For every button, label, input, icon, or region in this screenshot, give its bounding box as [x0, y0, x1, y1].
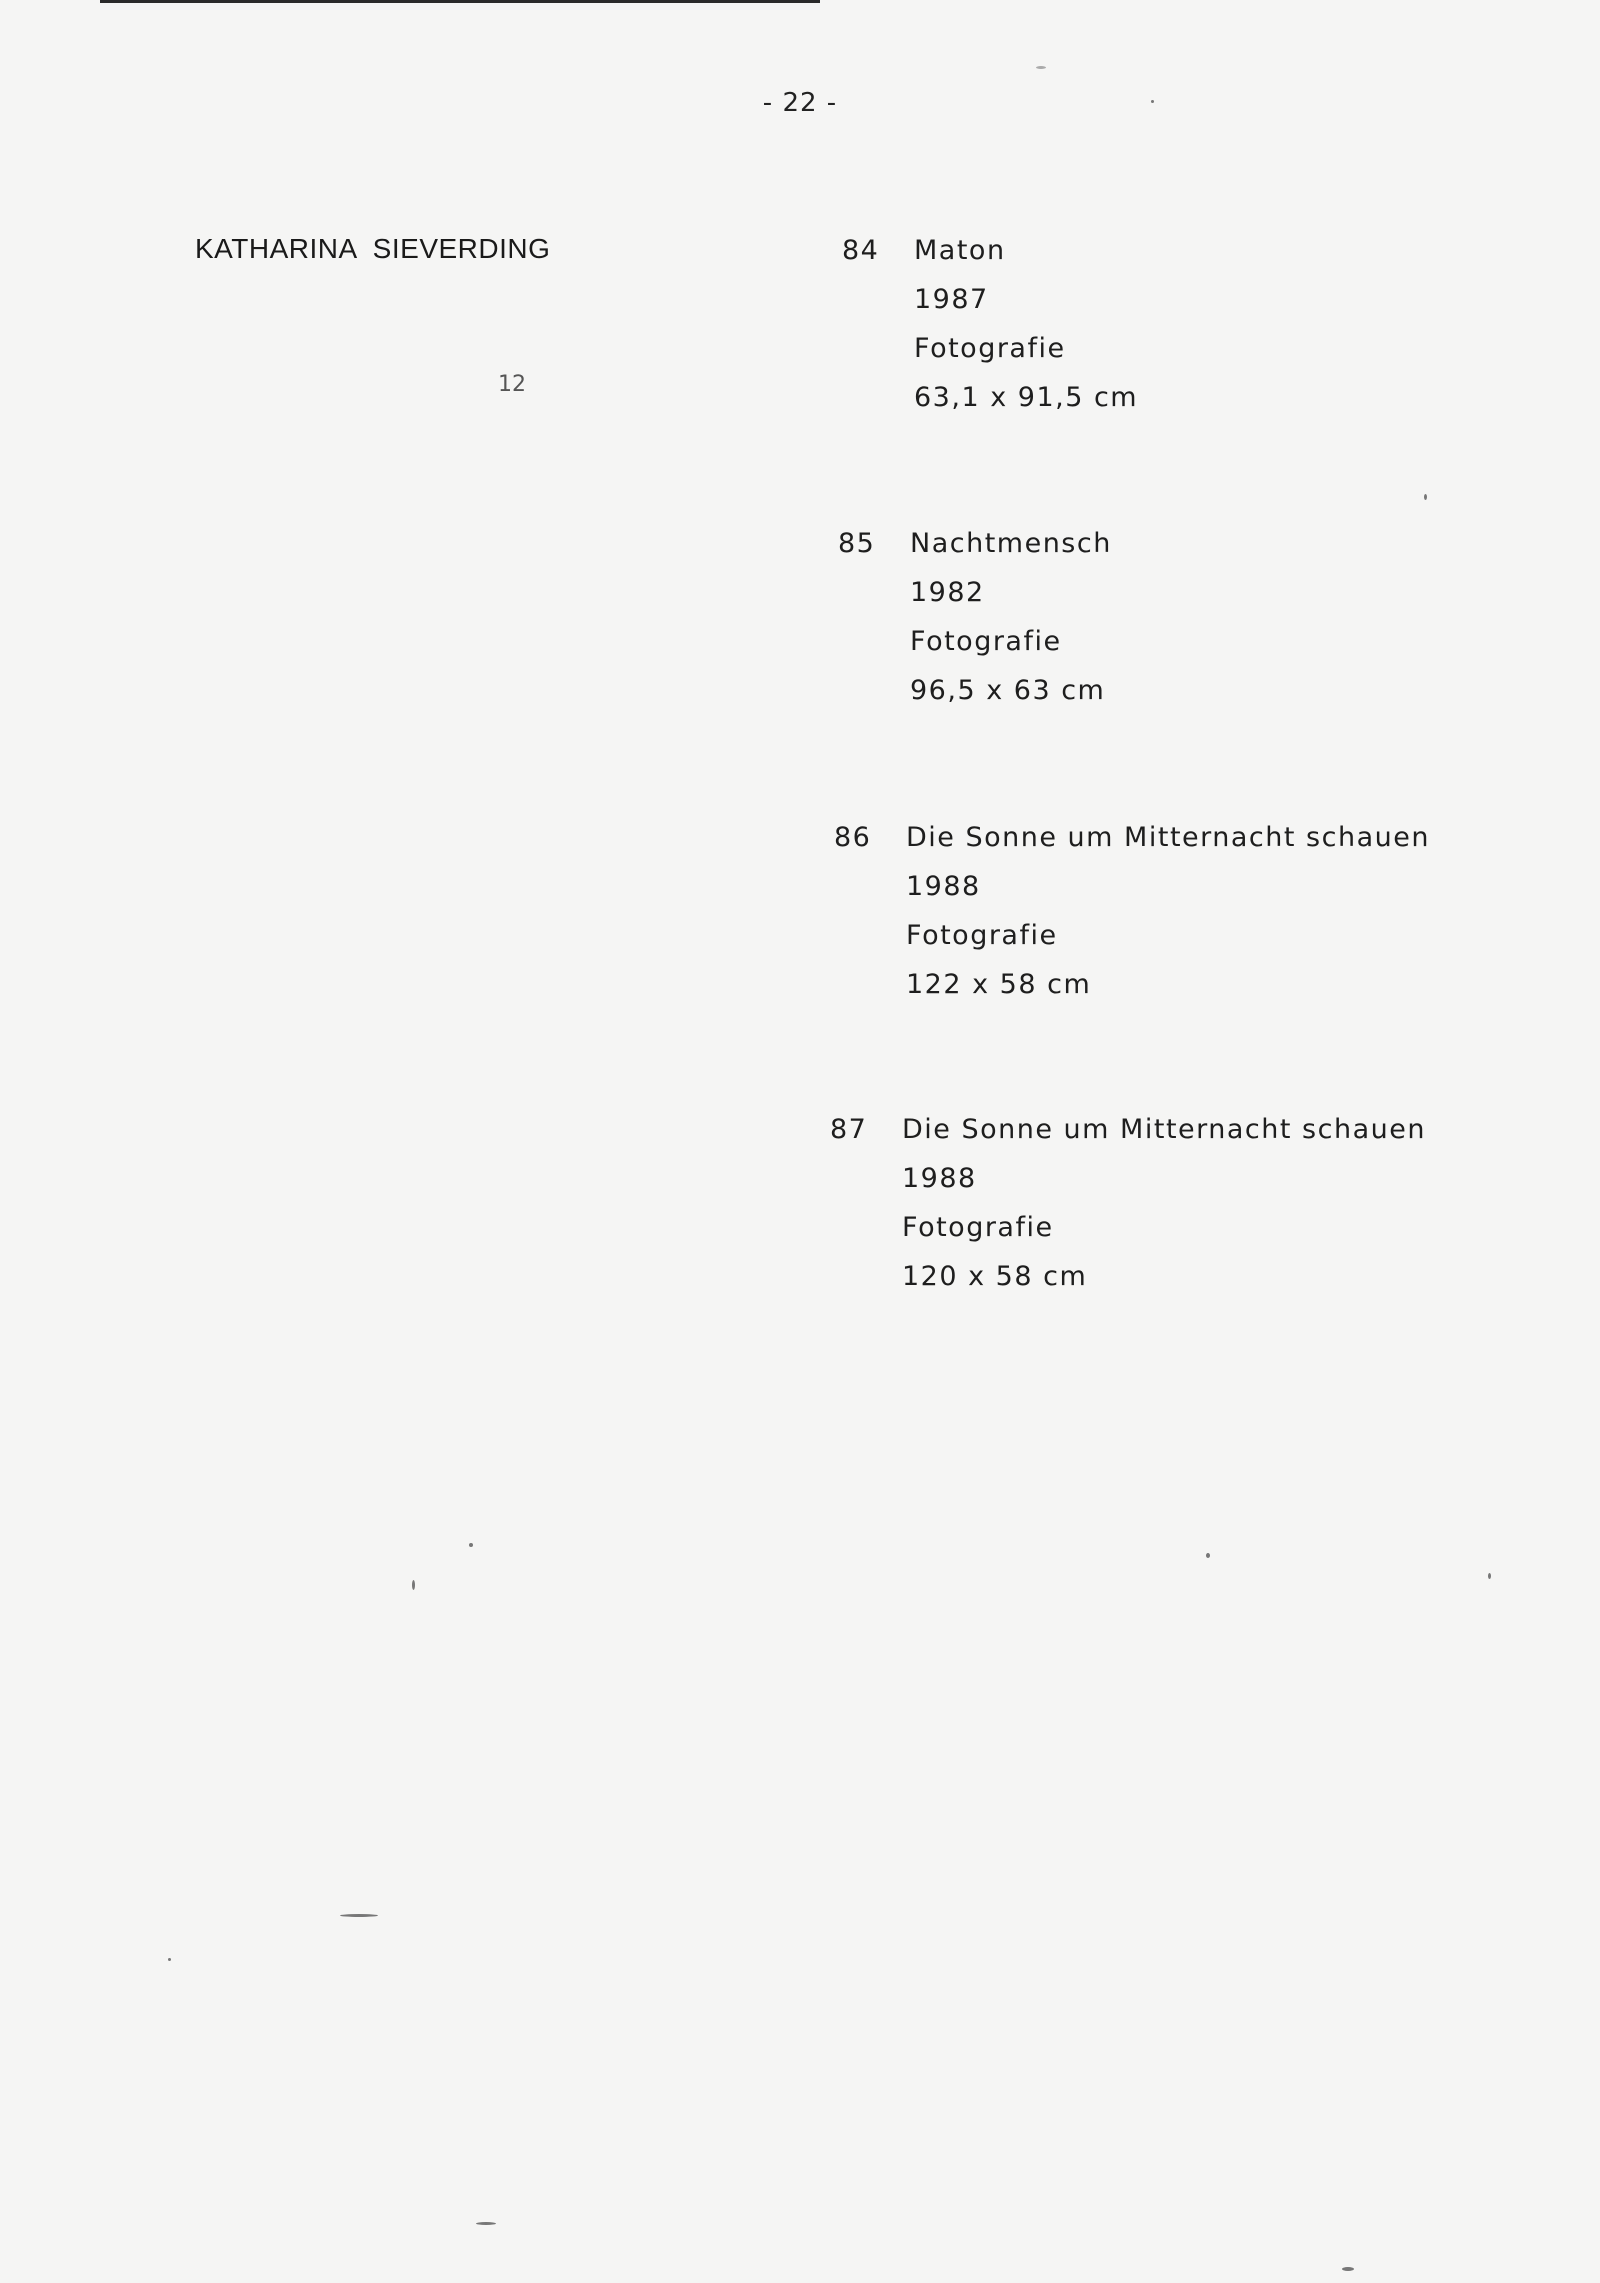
scan-speck: [340, 1914, 378, 1917]
scan-speck: [476, 2222, 496, 2225]
entry-number: 84: [842, 235, 880, 266]
scan-speck: [469, 1543, 473, 1547]
entry-title: Maton: [914, 235, 1006, 266]
entry-dimensions: 96,5 x 63 cm: [910, 675, 1106, 706]
scan-speck: [1488, 1573, 1491, 1579]
page-top-edge: [100, 0, 820, 3]
entry-title: Nachtmensch: [910, 528, 1112, 559]
entry-medium: Fotografie: [910, 626, 1062, 657]
entry-title: Die Sonne um Mitternacht schauen: [906, 822, 1430, 853]
entry-year: 1988: [906, 871, 981, 902]
entry-number: 87: [830, 1114, 868, 1145]
scan-speck: [1206, 1553, 1210, 1558]
artist-name: KATHARINA SIEVERDING: [195, 233, 551, 264]
entry-year: 1988: [902, 1163, 977, 1194]
entry-medium: Fotografie: [914, 333, 1066, 364]
scan-speck: [1036, 66, 1046, 69]
scan-speck: [168, 1958, 171, 1961]
entry-number: 85: [838, 528, 876, 559]
entry-medium: Fotografie: [906, 920, 1058, 951]
entry-title: Die Sonne um Mitternacht schauen: [902, 1114, 1426, 1145]
entry-year: 1982: [910, 577, 985, 608]
margin-mark: 12: [498, 372, 526, 397]
entry-dimensions: 120 x 58 cm: [902, 1261, 1088, 1292]
page-number: - 22 -: [762, 88, 838, 118]
scan-speck: [1424, 494, 1427, 500]
entry-dimensions: 122 x 58 cm: [906, 969, 1092, 1000]
entry-medium: Fotografie: [902, 1212, 1054, 1243]
entry-number: 86: [834, 822, 872, 853]
entry-dimensions: 63,1 x 91,5 cm: [914, 382, 1139, 413]
scan-speck: [1151, 100, 1154, 103]
scan-speck: [1342, 2267, 1354, 2271]
entry-year: 1987: [914, 284, 989, 315]
scan-speck: [412, 1580, 415, 1590]
